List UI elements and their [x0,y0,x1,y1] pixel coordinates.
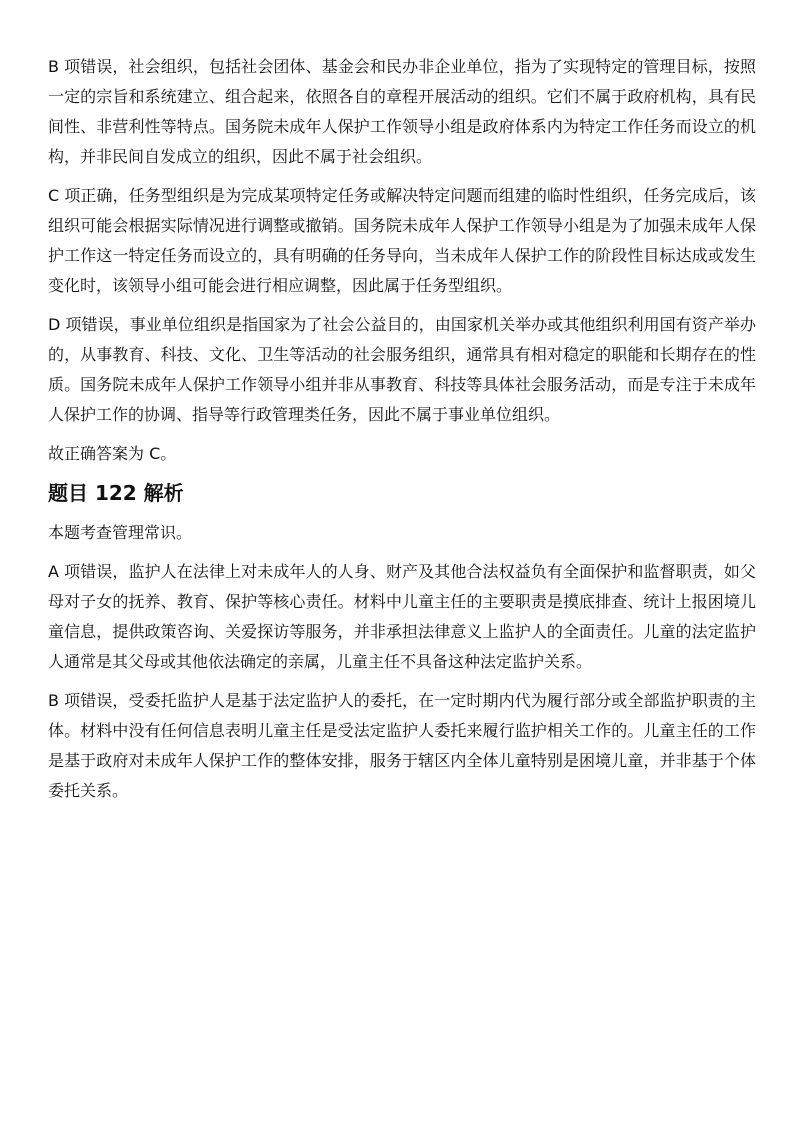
section-heading: 题目 122 解析 [48,481,184,505]
option-c-analysis: C 项正确，任务型组织是为完成某项特定任务或解决特定问题而组建的临时性组织，任务完成后，该组织可能会根据实际情况进行调整或撤销。国务院未成年人保护工作领导小组是为了加强未成年人保护工作这一特定任务而设立的，具有明确的任务导向，当未成年人保护工作的阶段性目标达成或发生变化时，该领导小组可能会进行相应调整，因此属于任务型组织。 [48,186,756,295]
answer-conclusion: 故正确答案为 C。 [48,444,177,463]
topic-intro: 本题考查管理常识。 [48,523,193,542]
option-b2-analysis: B 项错误，受委托监护人是基于法定监护人的委托，在一定时期内代为履行部分或全部监护职责的主体。材料中没有任何信息表明儿童主任是受法定监护人委托来履行监护相关工作的。儿童主任的工作是基于政府对未成年人保护工作的整体安排，服务于辖区内全体儿童特别是困境儿童，并非基于个体委托关系。 [48,691,756,800]
option-a-analysis: A 项错误，监护人在法律上对未成年人的人身、财产及其他合法权益负有全面保护和监督职责，如父母对子女的抚养、教育、保护等核心责任。材料中儿童主任的主要职责是摸底排查、统计上报困境儿童信息，提供政策咨询、关爱探访等服务，并非承担法律意义上监护人的全面责任。儿童的法定监护人通常是其父母或其他依法确定的亲属，儿童主任不具备这种法定监护关系。 [48,562,756,671]
option-d-analysis: D 项错误，事业单位组织是指国家为了社会公益目的，由国家机关举办或其他组织利用国有资产举办的，从事教育、科技、文化、卫生等活动的社会服务组织，通常具有相对稳定的职能和长期存在的性质。国务院未成年人保护工作领导小组并非从事教育、科技等具体社会服务活动，而是专注于未成年人保护工作的协调、指导等行政管理类任务，因此不属于事业单位组织。 [48,315,756,424]
option-b-analysis: B 项错误，社会组织，包括社会团体、基金会和民办非企业单位，指为了实现特定的管理目标，按照一定的宗旨和系统建立、组合起来，依照各自的章程开展活动的组织。它们不属于政府机构，具有民间性、非营利性等特点。国务院未成年人保护工作领导小组是政府体系内为特定工作任务而设立的机构，并非民间自发成立的组织，因此不属于社会组织。 [48,57,756,166]
document-page [48,52,756,815]
